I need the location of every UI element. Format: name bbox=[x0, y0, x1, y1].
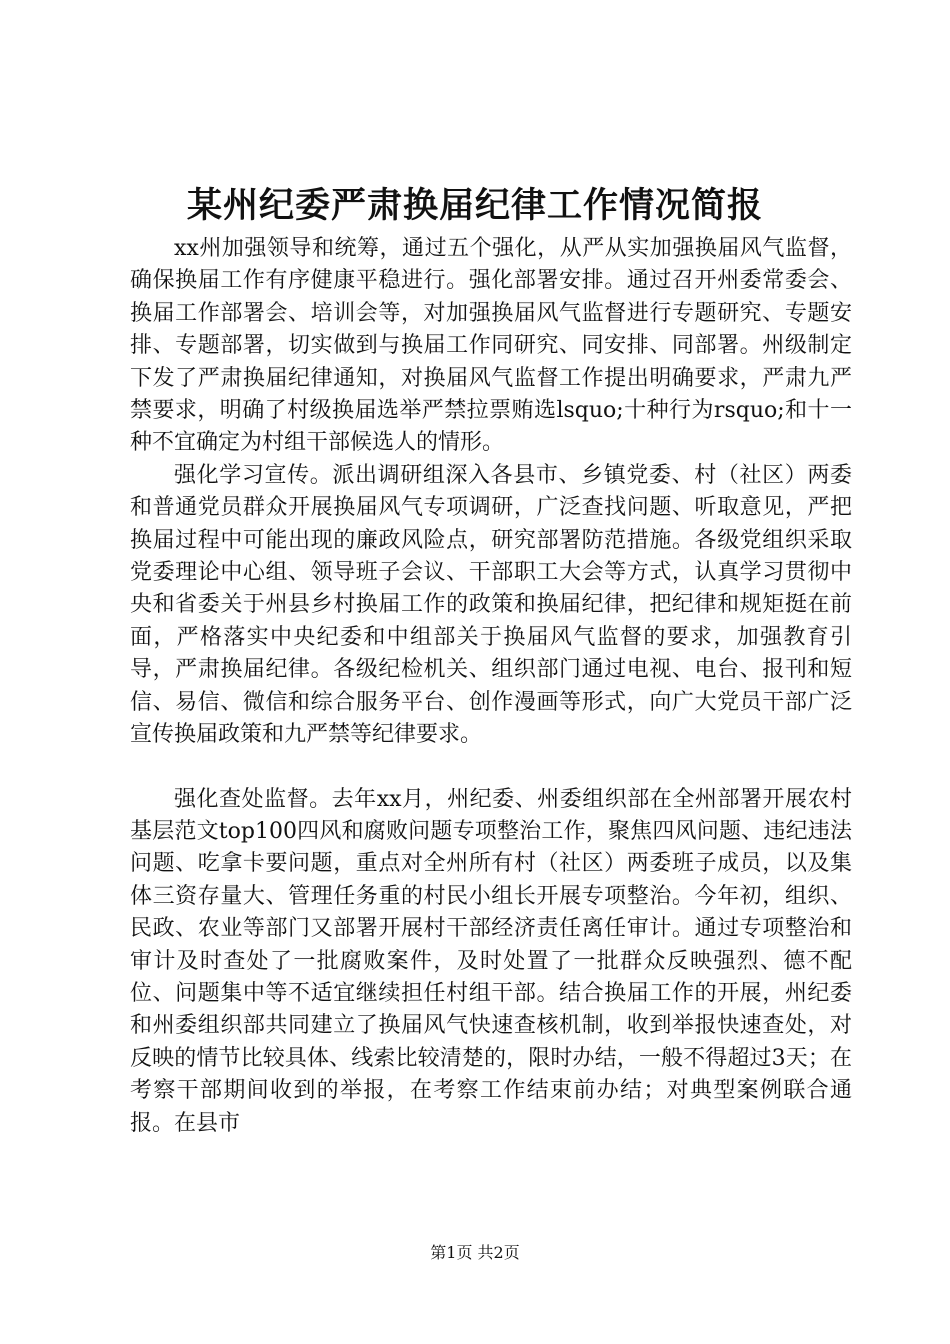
paragraph-supervision: 强化查处监督。去年xx月，州纪委、州委组织部在全州部署开展农村基层范文top100四风和腐败问题专项整治工作，聚焦四风问题、违纪违法问题、吃拿卡要问题，重点对全州所有村（社区）两委班子成员，以及集体三资存量大、管理任务重的村民小组长开展专项整治。今年初，组织、民政、农业等部门又部署开展村干部经济责任离任审计。通过专项整治和审计及时查处了一批腐败案件，及时处置了一批群众反映强烈、德不配位、问题集中等不适宜继续担任村组干部。结合换届工作的开展，州纪委和州委组织部共同建立了换届风气快速查核机制，收到举报快速查处，对反映的情节比较具体、线索比较清楚的，限时办结，一般不得超过3天；在考察干部期间收到的举报，在考察工作结束前办结；对典型案例联合通报。在县市 bbox=[130, 786, 852, 1136]
paragraph-overview: xx州加强领导和统筹，通过五个强化，从严从实加强换届风气监督，确保换届工作有序健康平稳进行。强化部署安排。通过召开州委常委会、换届工作部署会、培训会等，对加强换届风气监督进行专题研究、专题安排、专题部署，切实做到与换届工作同研究、同安排、同部署。州级制定下发了严肃换届纪律通知，对换届风气监督工作提出明确要求，严肃九严禁要求，明确了村级换届选举严禁拉票贿选lsquo;十种行为rsquo;和十一种不宜确定为村组干部候选人的情形。 bbox=[130, 236, 852, 456]
document-body bbox=[130, 233, 852, 1140]
page-footer bbox=[0, 1242, 950, 1264]
paragraph-study-publicity: 强化学习宣传。派出调研组深入各县市、乡镇党委、村（社区）两委和普通党员群众开展换届风气专项调研，广泛查找问题、听取意见，严把换届过程中可能出现的廉政风险点，研究部署防范措施。各级党组织采取党委理论中心组、领导班子会议、干部职工大会等方式，认真学习贯彻中央和省委关于州县乡村换届工作的政策和换届纪律，把纪律和规矩挺在前面，严格落实中央纪委和中组部关于换届风气监督的要求，加强教育引导，严肃换届纪律。各级纪检机关、组织部门通过电视、电台、报刊和短信、易信、微信和综合服务平台、创作漫画等形式，向广大党员干部广泛宣传换届政策和九严禁等纪律要求。 bbox=[130, 462, 852, 748]
document-title: 某州纪委严肃换届纪律工作情况简报 bbox=[186, 185, 763, 226]
page-number: 第1页 共2页 bbox=[430, 1243, 520, 1262]
